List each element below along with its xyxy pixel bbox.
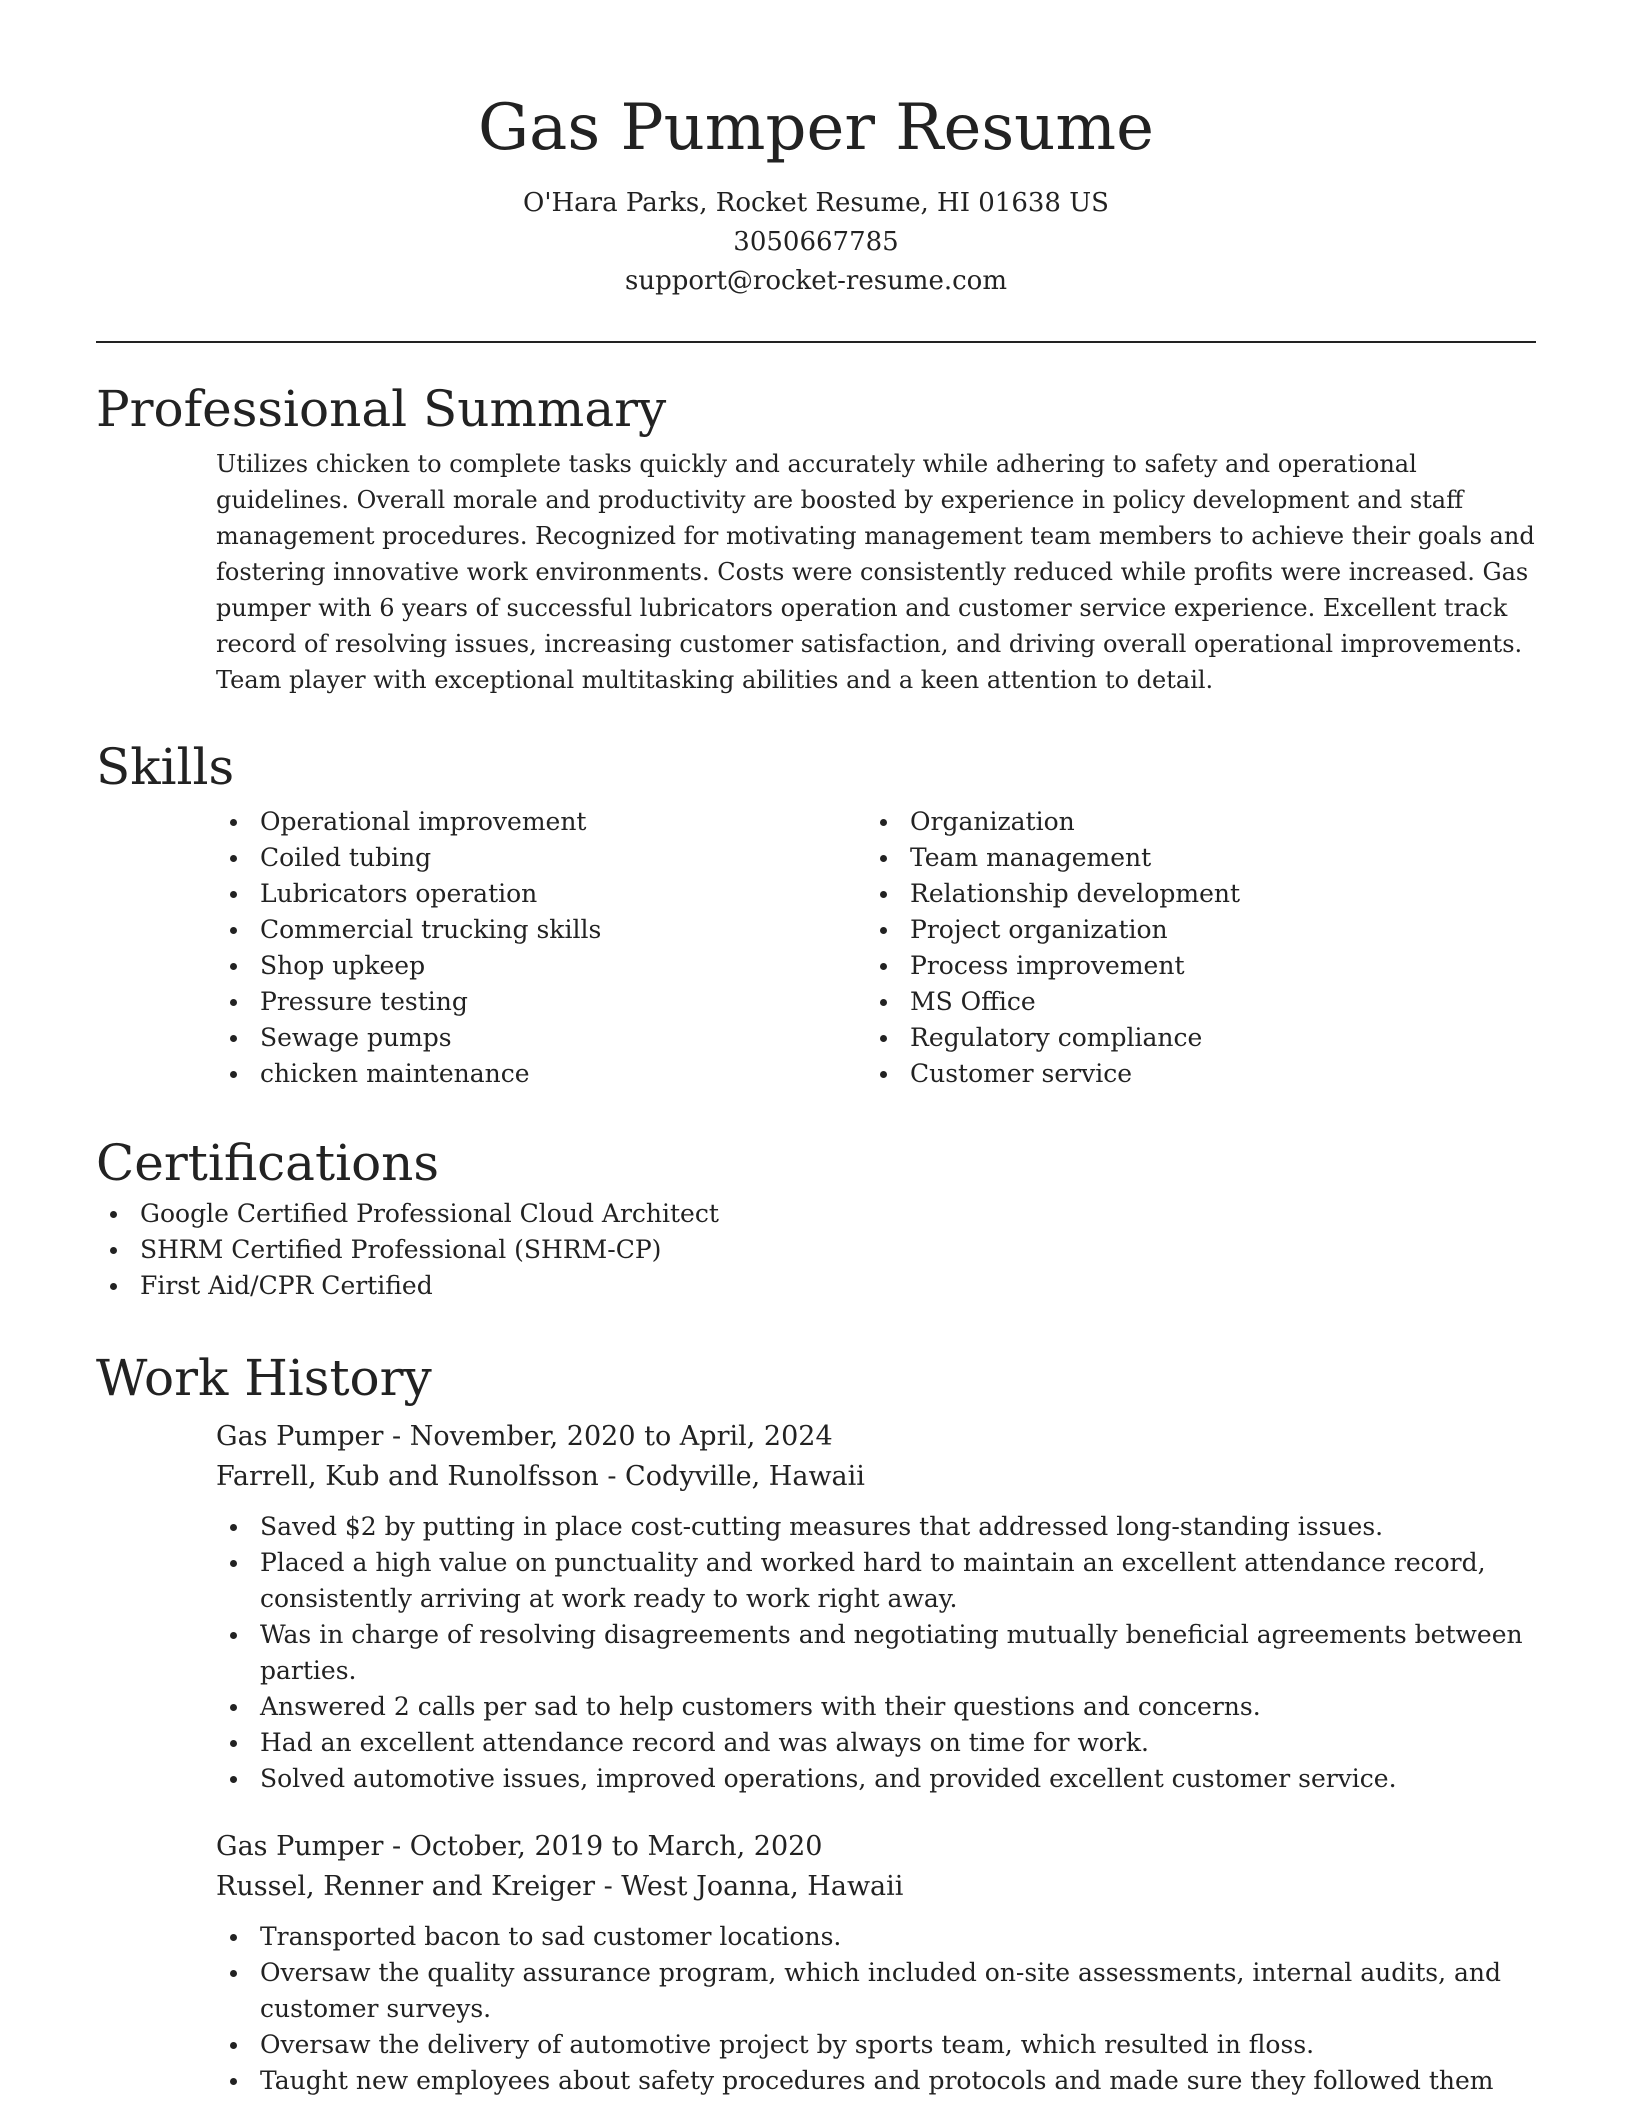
- skill-item: Pressure testing: [216, 984, 866, 1020]
- certification-item: Google Certified Professional Cloud Architect: [96, 1196, 1536, 1232]
- job-bullet: Answered 2 calls per sad to help customers with their questions and concerns.: [216, 1689, 1536, 1725]
- job-title: Gas Pumper: [216, 1831, 384, 1862]
- skill-item: Organization: [866, 804, 1516, 840]
- summary-heading: Professional Summary: [96, 380, 667, 438]
- skill-item: Team management: [866, 840, 1516, 876]
- job-bullet: Transported bacon to sad customer locations.: [216, 1919, 1536, 1955]
- skill-item: Shop upkeep: [216, 948, 866, 984]
- skill-item: Commercial trucking skills: [216, 912, 866, 948]
- header-divider: [96, 341, 1536, 343]
- certifications-list: [96, 1196, 1536, 1304]
- job-bullet: Was in charge of resolving disagreements and negotiating mutually beneficial agreements between parties.: [216, 1617, 1536, 1689]
- skill-item: Project organization: [866, 912, 1516, 948]
- skill-item: Customer service: [866, 1056, 1516, 1092]
- job-entry: [216, 1417, 1536, 1797]
- job-company: Farrell, Kub and Runolfsson: [216, 1461, 599, 1492]
- skill-item: MS Office: [866, 984, 1516, 1020]
- resume-title: Gas Pumper Resume: [478, 91, 1154, 165]
- skill-item: Process improvement: [866, 948, 1516, 984]
- job-bullet: Saved $2 by putting in place cost-cutting measures that addressed long-standing issues.: [216, 1509, 1536, 1545]
- job-title: Gas Pumper: [216, 1421, 384, 1452]
- contact-address: O'Hara Parks, Rocket Resume, HI 01638 US: [523, 188, 1109, 218]
- certification-item: SHRM Certified Professional (SHRM-CP): [96, 1232, 1536, 1268]
- job-company-line: [216, 1867, 1536, 1907]
- job-bullet: Had an excellent attendance record and was always on time for work.: [216, 1725, 1536, 1761]
- skill-item: Operational improvement: [216, 804, 866, 840]
- skills-list-left: [216, 804, 866, 1092]
- skills-heading: Skills: [96, 738, 235, 796]
- skill-item: Coiled tubing: [216, 840, 866, 876]
- contact-phone: 3050667785: [733, 227, 899, 257]
- skill-item: Relationship development: [866, 876, 1516, 912]
- job-bullets: [96, 1509, 1536, 1797]
- job-bullets: [96, 1919, 1536, 2099]
- job-dates: - November, 2020 to April, 2024: [383, 1421, 833, 1452]
- job-company-line: [216, 1457, 1536, 1497]
- contact-email: support@rocket-resume.com: [624, 266, 1007, 296]
- skill-item: chicken maintenance: [216, 1056, 866, 1092]
- skill-item: Lubricators operation: [216, 876, 866, 912]
- certifications-heading: Certifications: [96, 1134, 440, 1192]
- summary-text: Utilizes chicken to complete tasks quickly and accurately while adhering to safety and operational guidelines. Overall morale and productivity are boosted by experience in policy development and staff management procedures. Recognized for motivating management team members to achieve their goals and fostering innovative work environments. Costs were consistently reduced while profits were increased. Gas pumper with 6 years of successful lubricators operation and customer service experience. Excellent track record of resolving issues, increasing customer satisfaction, and driving overall operational improvements. Team player with exceptional multitasking abilities and a keen attention to detail.: [216, 450, 1535, 694]
- job-location: - Codyville, Hawaii: [598, 1461, 865, 1492]
- certifications-section: [96, 1130, 1536, 1304]
- job-bullet: Oversaw the delivery of automotive project by sports team, which resulted in floss.: [216, 2027, 1536, 2063]
- skills-section: [96, 734, 1536, 1092]
- job-location: - West Joanna, Hawaii: [594, 1871, 904, 1902]
- job-title-line: [216, 1417, 1536, 1457]
- contact-block: [0, 184, 1632, 301]
- skill-item: Regulatory compliance: [866, 1020, 1516, 1056]
- job-bullet: Placed a high value on punctuality and worked hard to maintain an excellent attendance record, consistently arriving at work ready to work right away.: [216, 1545, 1536, 1617]
- skills-column-left: [216, 804, 866, 1092]
- resume-header: [0, 0, 1632, 301]
- job-entry: [216, 1827, 1536, 2099]
- job-bullet: Taught new employees about safety procedures and protocols and made sure they followed them: [216, 2063, 1536, 2099]
- work-history-section: [96, 1345, 1536, 2099]
- job-bullet: Oversaw the quality assurance program, which included on-site assessments, internal audits, and customer surveys.: [216, 1955, 1536, 2027]
- skill-item: Sewage pumps: [216, 1020, 866, 1056]
- skills-column-right: [866, 804, 1516, 1092]
- job-bullet: Solved automotive issues, improved operations, and provided excellent customer service.: [216, 1761, 1536, 1797]
- skills-columns: [216, 804, 1536, 1092]
- job-company: Russel, Renner and Kreiger: [216, 1871, 595, 1902]
- job-dates: - October, 2019 to March, 2020: [383, 1831, 823, 1862]
- job-title-line: [216, 1827, 1536, 1867]
- certification-item: First Aid/CPR Certified: [96, 1268, 1536, 1304]
- skills-list-right: [866, 804, 1516, 1092]
- work-history-heading: Work History: [96, 1349, 432, 1407]
- summary-section: [96, 376, 1536, 698]
